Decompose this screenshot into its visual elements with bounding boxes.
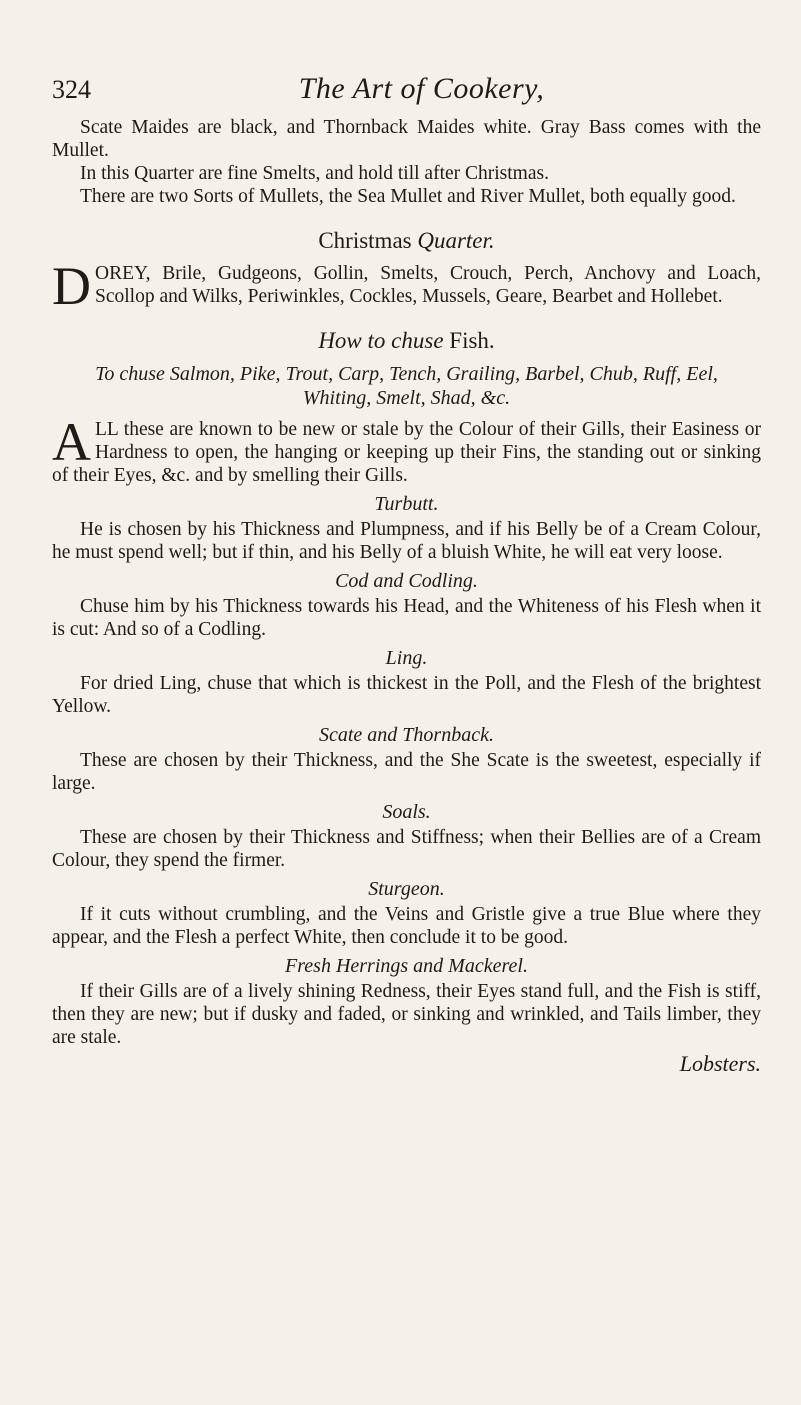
- section-title-turbutt: Turbutt.: [374, 493, 439, 515]
- christmas-quarter-heading: [52, 228, 761, 254]
- section-text-turbutt: He is chosen by his Thickness and Plumpness, and if his Belly be of a Cream Colour, he must spend well; but if thin, and his Belly of a bluish White, he will eat very loose.: [52, 519, 761, 563]
- intro-paragraph-1: Scate Maides are black, and Thornback Maides white. Gray Bass comes with the Mullet.: [52, 117, 761, 161]
- how-to-chuse-heading-plain: Fish.: [449, 328, 495, 353]
- section-text-herrings: If their Gills are of a lively shining Redness, their Eyes stand full, and the Fish is stiff, then they are new; but if dusky and faded, or sinking and wrinkled, and Tails limber, they are stale.: [52, 981, 761, 1048]
- section-title-soals: Soals.: [382, 801, 431, 823]
- section-text-cod: Chuse him by his Thickness towards his Head, and the Whiteness of his Flesh when it is cut: And so of a Codling.: [52, 596, 761, 640]
- page-number: 324: [52, 75, 91, 104]
- section-title-ling: Ling.: [385, 647, 428, 669]
- section-text-ling: For dried Ling, chuse that which is thickest in the Poll, and the Flesh of the brightest Yellow.: [52, 673, 761, 717]
- section-text-scate: These are chosen by their Thickness, and the She Scate is the sweetest, especially if large.: [52, 750, 761, 794]
- christmas-quarter-text: DOREY, Brile, Gudgeons, Gollin, Smelts, Crouch, Perch, Anchovy and Loach, Scollop and Wilks, Periwinkles, Cockles, Mussels, Geare, Bearbet and Hollebet.: [52, 256, 761, 316]
- how-to-chuse-heading-italic: How to chuse: [318, 328, 444, 353]
- section-title-sturgeon: Sturgeon.: [368, 878, 445, 900]
- section-title-herrings: Fresh Herrings and Mackerel.: [285, 955, 528, 977]
- christmas-quarter-heading-italic: Quarter.: [417, 228, 495, 253]
- christmas-quarter-heading-plain: Christmas: [318, 228, 412, 253]
- section-title-scate: Scate and Thornback.: [319, 724, 494, 746]
- section-text-sturgeon: If it cuts without crumbling, and the Veins and Gristle give a true Blue where they appear, and the Flesh a perfect White, then conclude it to be good.: [52, 904, 761, 948]
- section-text-soals: These are chosen by their Thickness and Stiffness; when their Bellies are of a Cream Colour, they spend the firmer.: [52, 827, 761, 871]
- running-title: The Art of Cookery,: [298, 72, 545, 105]
- intro-paragraph-2: In this Quarter are fine Smelts, and hold till after Christmas.: [80, 163, 549, 184]
- intro-paragraph-3: There are two Sorts of Mullets, the Sea Mullet and River Mullet, both equally good.: [80, 186, 736, 207]
- fish-list: To chuse Salmon, Pike, Trout, Carp, Tench, Grailing, Barbel, Chub, Ruff, Eel, Whiting, Smelt, Shad, &c.: [95, 363, 718, 409]
- general-rule-paragraph: ALL these are known to be new or stale by the Colour of their Gills, their Easiness or Hardness to open, the hanging or keeping up their Fins, the standing out or sinking of their Eyes, &c. and by smelling their Gills.: [52, 412, 761, 486]
- section-title-cod: Cod and Codling.: [335, 570, 478, 592]
- running-head: [52, 72, 761, 106]
- catchword: Lobsters.: [679, 1051, 761, 1076]
- how-to-chuse-heading: [52, 328, 761, 354]
